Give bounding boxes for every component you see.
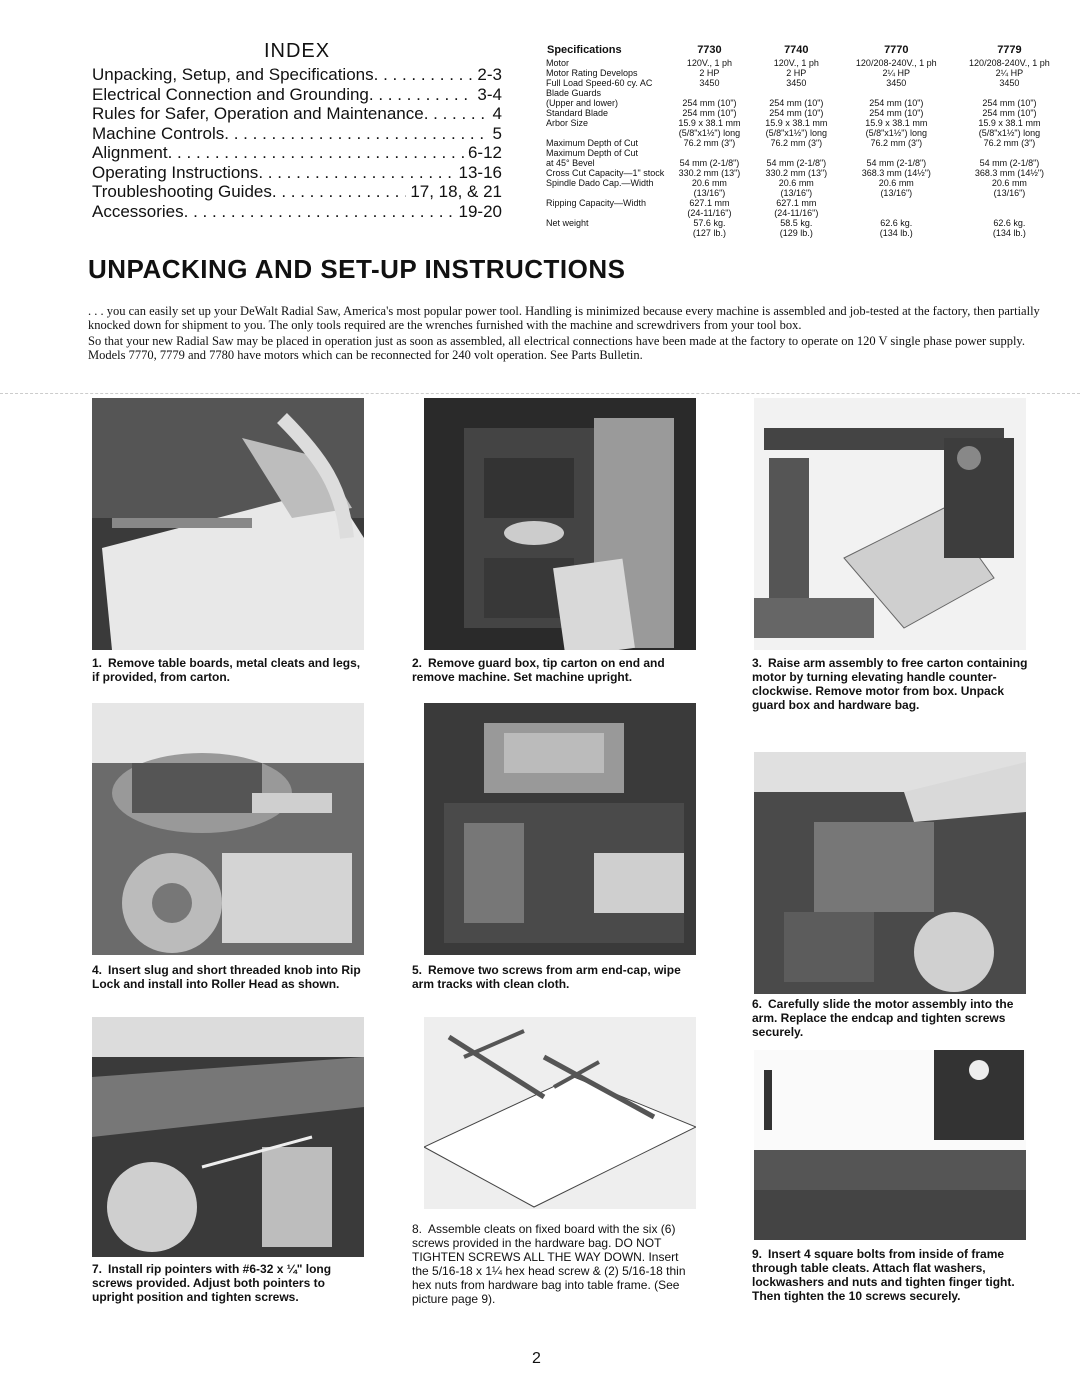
spec-value	[840, 88, 953, 98]
spec-value	[840, 208, 953, 218]
spec-value	[840, 198, 953, 208]
index-entry-leader	[424, 104, 489, 124]
spec-row	[546, 198, 1066, 208]
spec-value: 254 mm (10")	[869, 108, 924, 118]
step-3-caption	[752, 656, 1030, 712]
spec-value: 3450	[999, 78, 1020, 88]
spec-value: (127 lb.)	[692, 228, 726, 238]
spec-value	[953, 148, 1066, 158]
step-1-text: Remove table boards, metal cleats and legs, if provided, from carton.	[92, 656, 361, 684]
photo-step-1	[92, 398, 364, 650]
spec-row	[546, 218, 1066, 228]
spec-value: 20.6 mm	[878, 178, 914, 188]
step-6-text: Carefully slide the motor assembly into the arm. Replace the endcap and tighten screws securely.	[752, 997, 1014, 1039]
spec-row	[546, 78, 1066, 88]
spec-value: 254 mm (10")	[769, 98, 824, 108]
step-4-caption	[92, 963, 372, 991]
spec-value: 15.9 x 38.1 mm	[678, 118, 741, 128]
spec-label: (Upper and lower)	[546, 98, 619, 108]
spec-row	[546, 98, 1066, 108]
spec-row	[546, 58, 1066, 68]
spec-value: 2¼ HP	[882, 68, 911, 78]
index-entry-label: Electrical Connection and Grounding	[92, 84, 369, 104]
spec-row	[546, 88, 1066, 98]
spec-value: 368.3 mm (14½")	[974, 168, 1045, 178]
spec-value: 3450	[886, 78, 907, 88]
page-number: 2	[532, 1350, 541, 1367]
step-5-number: 5.	[412, 963, 423, 977]
spec-value: (13/16")	[880, 188, 913, 198]
index-entry	[92, 182, 502, 202]
index-entry-page: 2-3	[477, 65, 502, 84]
spec-value: 2 HP	[786, 68, 807, 78]
spec-value: (5/8"x1½") long	[678, 128, 741, 138]
spec-value: 254 mm (10")	[682, 98, 737, 108]
step-9-caption	[752, 1247, 1030, 1303]
model-column-header: 7740	[784, 44, 809, 56]
index-entry	[92, 65, 502, 85]
index-entry-leader	[374, 65, 474, 85]
spec-value	[953, 198, 1066, 208]
index-entry-page: 5	[492, 123, 502, 143]
spec-value: 120V., 1 ph	[773, 58, 819, 68]
spec-value: 627.1 mm	[689, 198, 730, 208]
spec-value: 76.2 mm (3")	[683, 138, 736, 148]
spec-value: (134 lb.)	[879, 228, 913, 238]
index-list	[92, 65, 502, 221]
index-entry-leader	[184, 202, 455, 222]
index-entry-page: 6-12	[467, 143, 502, 162]
spec-value	[753, 88, 840, 98]
index-entry	[92, 104, 502, 124]
index-entry-leader	[272, 182, 406, 202]
photo-step-3	[754, 398, 1026, 650]
photo-step-4	[92, 703, 364, 955]
spec-value: 3450	[699, 78, 720, 88]
index-entry-label: Machine Controls	[92, 123, 225, 143]
intro-text	[88, 304, 1048, 364]
spec-label: Blade Guards	[546, 88, 602, 98]
index-entry-label: Rules for Safer, Operation and Maintenance	[92, 104, 424, 123]
photo-step-9	[754, 1050, 1026, 1240]
index-block	[92, 40, 502, 221]
spec-row	[546, 128, 1066, 138]
index-entry	[92, 163, 502, 183]
step-7-caption	[92, 1262, 367, 1304]
step-8-number: 8.	[412, 1222, 423, 1236]
spec-label: Motor	[546, 58, 570, 68]
step-3-number: 3.	[752, 656, 763, 670]
specifications-table	[546, 44, 1066, 238]
model-column-header: 7730	[697, 44, 722, 56]
spec-row	[546, 108, 1066, 118]
photo-step-7-image	[92, 1017, 364, 1257]
spec-value: 15.9 x 38.1 mm	[765, 118, 828, 128]
spec-value: 62.6 kg.	[880, 218, 913, 228]
spec-label: Cross Cut Capacity—1" stock	[546, 168, 665, 178]
model-column-header: 7779	[997, 44, 1022, 56]
spec-value: 76.2 mm (3")	[870, 138, 923, 148]
spec-label: Spindle Dado Cap.—Width	[546, 178, 654, 188]
spec-value: 120/208-240V., 1 ph	[855, 58, 937, 68]
photo-step-5-image	[424, 703, 696, 955]
divider	[0, 393, 1080, 394]
spec-value: 254 mm (10")	[869, 98, 924, 108]
index-entry-page: 19-20	[458, 201, 502, 221]
spec-value: 330.2 mm (13")	[678, 168, 741, 178]
spec-row	[546, 178, 1066, 188]
photo-step-3-image	[754, 398, 1026, 650]
step-5-caption	[412, 963, 697, 991]
spec-value: 20.6 mm	[991, 178, 1027, 188]
spec-row	[546, 68, 1066, 78]
step-1-number: 1.	[92, 656, 103, 670]
spec-value: 76.2 mm (3")	[770, 138, 823, 148]
index-title: INDEX	[263, 40, 331, 62]
spec-row	[546, 208, 1066, 218]
step-6-caption	[752, 997, 1030, 1039]
spec-value: 20.6 mm	[691, 178, 727, 188]
spec-label: Maximum Depth of Cut	[546, 138, 639, 148]
photo-step-6-image	[754, 752, 1026, 994]
spec-row	[546, 158, 1066, 168]
model-column-header: 7770	[884, 44, 909, 56]
section-title: UNPACKING AND SET-UP INSTRUCTIONS	[88, 254, 626, 284]
index-entry	[92, 124, 502, 144]
spec-value: 2¼ HP	[995, 68, 1024, 78]
photo-step-5	[424, 703, 696, 955]
step-4-number: 4.	[92, 963, 103, 977]
spec-value	[953, 208, 1066, 218]
step-9-number: 9.	[752, 1247, 763, 1261]
index-entry	[92, 202, 502, 222]
photo-step-9-image	[754, 1050, 1026, 1240]
step-7-text: Install rip pointers with #6-32 x ¼" long screws provided. Adjust both pointers to upright position and tighten screws.	[92, 1262, 332, 1304]
index-entry-label: Accessories	[92, 201, 184, 221]
spec-label	[546, 228, 666, 238]
step-7-number: 7.	[92, 1262, 103, 1276]
spec-value: 120/208-240V., 1 ph	[969, 58, 1050, 68]
step-8-caption	[412, 1222, 697, 1306]
index-entry-label: Unpacking, Setup, and Specifications	[92, 65, 374, 84]
spec-value: 368.3 mm (14½")	[861, 168, 931, 178]
step-5-text: Remove two screws from arm end-cap, wipe arm tracks with clean cloth.	[412, 963, 681, 991]
spec-label	[546, 208, 666, 218]
spec-value: 57.6 kg.	[693, 218, 726, 228]
spec-value: 330.2 mm (13")	[765, 168, 828, 178]
spec-row	[546, 228, 1066, 238]
index-entry	[92, 143, 502, 163]
spec-value: (24-11/16")	[774, 208, 819, 218]
spec-value	[666, 148, 753, 158]
step-8-text: Assemble cleats on fixed board with the six (6) screws provided in the hardware bag. DO NOT TIGHTEN SCREWS ALL THE WAY DOWN. Insert the 5/16-18 x 1¼ hex head screw & (2) 5/16-18 thin hex nuts from hardware bag into table frame. (See picture page 9).	[412, 1222, 686, 1306]
spec-value: 54 mm (2-1/8")	[866, 158, 927, 168]
spec-value: 254 mm (10")	[769, 108, 824, 118]
index-entry-leader	[369, 85, 474, 105]
spec-value: 62.6 kg.	[993, 218, 1026, 228]
step-2-caption	[412, 656, 697, 684]
index-entry-page: 17, 18, & 21	[410, 182, 502, 201]
spec-value: (5/8"x1½") long	[978, 128, 1041, 138]
spec-value: 15.9 x 38.1 mm	[978, 118, 1041, 128]
specifications-header: Specifications	[547, 44, 622, 56]
index-entry-leader	[168, 143, 464, 163]
spec-row	[546, 188, 1066, 198]
spec-value	[666, 88, 753, 98]
index-entry-label: Troubleshooting Guides	[92, 182, 272, 201]
spec-label: Full Load Speed-60 cy. AC	[546, 78, 653, 88]
spec-label: Arbor Size	[546, 118, 589, 128]
spec-value: 54 mm (2-1/8")	[979, 158, 1040, 168]
spec-value: 254 mm (10")	[982, 98, 1037, 108]
index-entry-leader	[258, 163, 454, 183]
spec-label: Standard Blade	[546, 108, 609, 118]
spec-value: 54 mm (2-1/8")	[766, 158, 827, 168]
photo-step-6	[754, 752, 1026, 994]
spec-value: 254 mm (10")	[682, 108, 737, 118]
spec-value	[953, 88, 1066, 98]
spec-value: 76.2 mm (3")	[983, 138, 1036, 148]
spec-label: Motor Rating Develops	[546, 68, 638, 78]
spec-value: 3450	[786, 78, 807, 88]
spec-value: 20.6 mm	[778, 178, 814, 188]
spec-value: 58.5 kg.	[780, 218, 813, 228]
photo-step-8	[424, 1017, 696, 1209]
index-entry-label: Alignment	[92, 143, 168, 162]
spec-value: (24-11/16")	[687, 208, 732, 218]
spec-row	[546, 138, 1066, 148]
step-6-number: 6.	[752, 997, 763, 1011]
photo-step-4-image	[92, 703, 364, 955]
step-2-number: 2.	[412, 656, 423, 670]
spec-label: Ripping Capacity—Width	[546, 198, 647, 208]
index-entry-page: 3-4	[477, 84, 502, 104]
spec-value: (13/16")	[693, 188, 726, 198]
intro-paragraph-2: So that your new Radial Saw may be placed in operation just as soon as assembled, all electrical connections have been made at the factory to operate on 120 V single phase power supply. Models 7770, 7779 and 7780 have motors which can be reconnected for 240 volt operation. See Parts Bulletin.	[88, 334, 1025, 362]
index-entry-page: 4	[492, 104, 502, 123]
spec-value: (134 lb.)	[992, 228, 1026, 238]
spec-value: 54 mm (2-1/8")	[679, 158, 740, 168]
photo-step-7	[92, 1017, 364, 1257]
spec-value: 254 mm (10")	[982, 108, 1037, 118]
spec-label	[546, 128, 666, 138]
spec-row	[546, 168, 1066, 178]
index-entry-leader	[224, 124, 488, 144]
spec-row	[546, 118, 1066, 128]
spec-value: 15.9 x 38.1 mm	[865, 118, 928, 128]
spec-value: (13/16")	[780, 188, 813, 198]
spec-value: (129 lb.)	[779, 228, 813, 238]
photo-step-1-image	[92, 398, 364, 650]
intro-paragraph-1: . . . you can easily set up your DeWalt Radial Saw, America's most popular power tool. Handling is minimized because every machine is assembled and job-tested at the factory, then partially knocked down for shipment to you. The only tools required are the wrenches furnished with the machine and screwdrivers from your tool box.	[88, 304, 1040, 332]
step-2-text: Remove guard box, tip carton on end and remove machine. Set machine upright.	[412, 656, 665, 684]
spec-value: 2 HP	[699, 68, 720, 78]
spec-label: at 45° Bevel	[546, 158, 595, 168]
photo-step-2-image	[424, 398, 696, 650]
step-1-caption	[92, 656, 367, 684]
spec-value	[840, 148, 953, 158]
photo-step-2	[424, 398, 696, 650]
spec-value: (13/16")	[993, 188, 1026, 198]
spec-label	[546, 188, 666, 198]
spec-value	[753, 148, 840, 158]
spec-value: (5/8"x1½") long	[765, 128, 828, 138]
step-9-text: Insert 4 square bolts from inside of frame through table cleats. Attach flat washers, lockwashers and nuts and tighten finger tight. Then tighten the 10 screws securely.	[752, 1247, 1015, 1303]
spec-label: Maximum Depth of Cut	[546, 148, 639, 158]
spec-value: 120V., 1 ph	[686, 58, 733, 68]
step-3-text: Raise arm assembly to free carton containing motor by turning elevating handle counter-clockwise. Remove motor from box. Unpack guard box and hardware bag.	[752, 656, 1028, 712]
spec-value: 627.1 mm	[776, 198, 817, 208]
spec-label: Net weight	[546, 218, 589, 228]
index-entry	[92, 85, 502, 105]
index-entry-label: Operating Instructions	[92, 162, 259, 182]
spec-row	[546, 148, 1066, 158]
index-entry-page: 13-16	[458, 162, 502, 182]
spec-value: (5/8"x1½") long	[865, 128, 928, 138]
step-4-text: Insert slug and short threaded knob into Rip Lock and install into Roller Head as shown.	[92, 963, 361, 991]
photo-step-8-image	[424, 1017, 696, 1209]
